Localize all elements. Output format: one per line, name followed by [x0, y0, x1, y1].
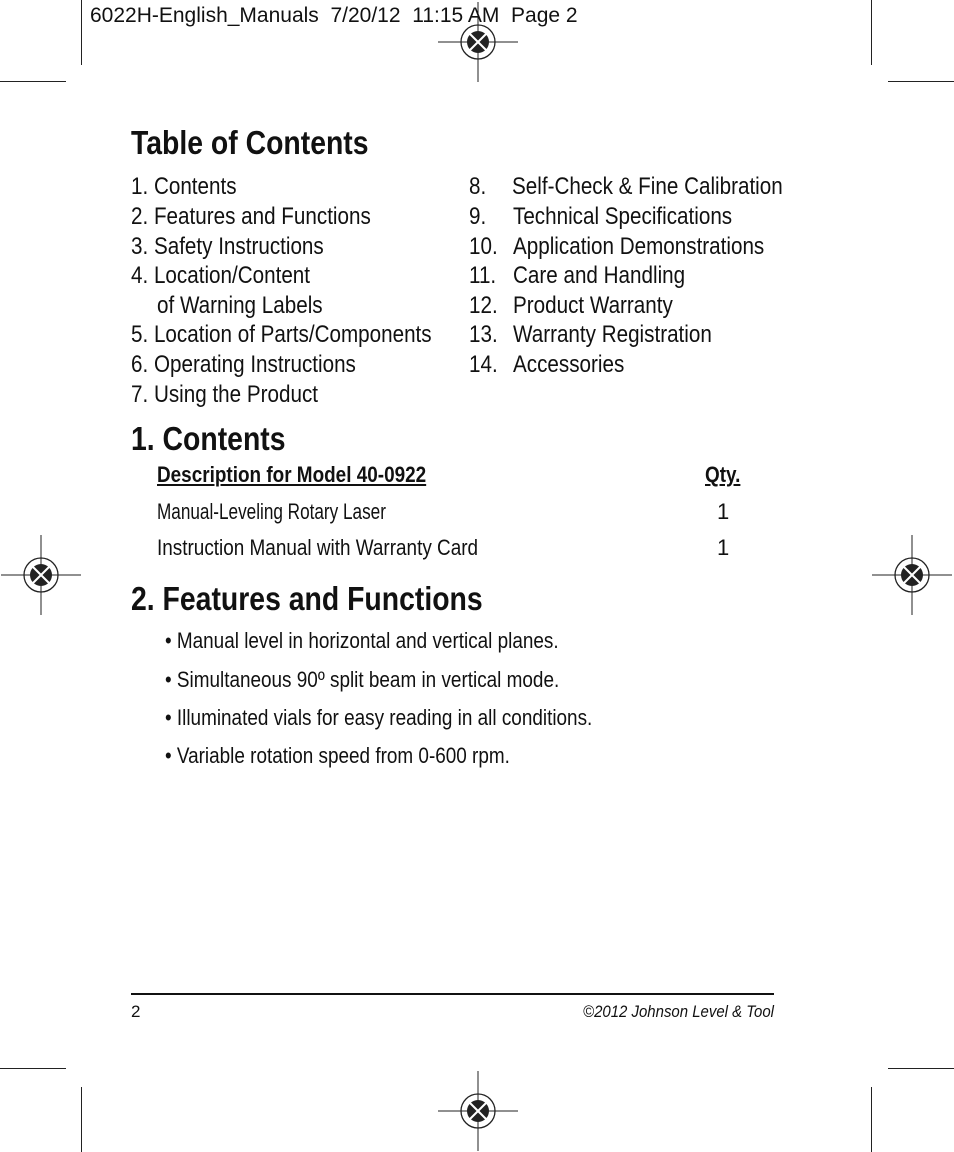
toc-item: 2. Features and Functions	[131, 203, 371, 230]
crop-mark	[888, 81, 954, 82]
toc-item: of Warning Labels	[157, 292, 323, 319]
toc-item-number: 14.	[469, 351, 498, 378]
toc-item: Product Warranty	[513, 292, 673, 319]
toc-item: Accessories	[513, 351, 625, 378]
contents-qty-header: Qty.	[705, 462, 741, 487]
toc-item: Application Demonstrations	[513, 233, 765, 260]
toc-item: 6. Operating Instructions	[131, 351, 356, 378]
toc-item: Technical Specifications	[513, 203, 733, 230]
contents-row-qty: 1	[717, 499, 730, 524]
toc-item-number: 13.	[469, 321, 498, 348]
crop-mark	[0, 1068, 66, 1069]
crop-mark	[0, 81, 66, 82]
contents-row-description: Manual-Leveling Rotary Laser	[157, 499, 386, 524]
toc-item: 5. Location of Parts/Components	[131, 321, 432, 348]
features-section-title: 2. Features and Functions	[131, 580, 483, 617]
toc-title: Table of Contents	[131, 124, 369, 161]
toc-item: Self-Check & Fine Calibration	[512, 173, 783, 200]
contents-section-title: 1. Contents	[131, 420, 286, 457]
toc-item-number: 11.	[469, 262, 497, 289]
toc-item: Care and Handling	[513, 262, 686, 289]
page-number: 2	[131, 1002, 141, 1021]
footer-rule	[131, 993, 774, 995]
feature-bullet: • Manual level in horizontal and vertical planes.	[165, 628, 559, 653]
contents-row-qty: 1	[717, 535, 730, 560]
copyright-notice: ©2012 Johnson Level & Tool	[583, 1002, 774, 1021]
toc-item: 7. Using the Product	[131, 381, 319, 408]
toc-item-number: 8.	[469, 173, 487, 200]
toc-item: 3. Safety Instructions	[131, 233, 324, 260]
registration-mark-icon	[872, 535, 952, 615]
toc-item: 4. Location/Content	[131, 262, 311, 289]
toc-item-number: 10.	[469, 233, 498, 260]
toc-item: 1. Contents	[131, 173, 237, 200]
feature-bullet: • Variable rotation speed from 0-600 rpm.	[165, 743, 510, 768]
toc-item-number: 9.	[469, 203, 487, 230]
crop-mark	[871, 0, 872, 65]
feature-bullet: • Simultaneous 90º split beam in vertical mode.	[165, 667, 560, 692]
registration-mark-icon	[438, 1071, 518, 1151]
crop-mark	[871, 1087, 872, 1152]
feature-bullet: • Illuminated vials for easy reading in all conditions.	[165, 705, 593, 730]
print-slug: 6022H-English_Manuals 7/20/12 11:15 AM Page 2	[90, 4, 578, 27]
toc-item-number: 12.	[469, 292, 498, 319]
crop-mark	[81, 0, 82, 65]
registration-mark-icon	[1, 535, 81, 615]
contents-row-description: Instruction Manual with Warranty Card	[157, 535, 479, 560]
toc-item: Warranty Registration	[513, 321, 712, 348]
crop-mark	[81, 1087, 82, 1152]
contents-description-header: Description for Model 40-0922	[157, 462, 427, 487]
crop-mark	[888, 1068, 954, 1069]
